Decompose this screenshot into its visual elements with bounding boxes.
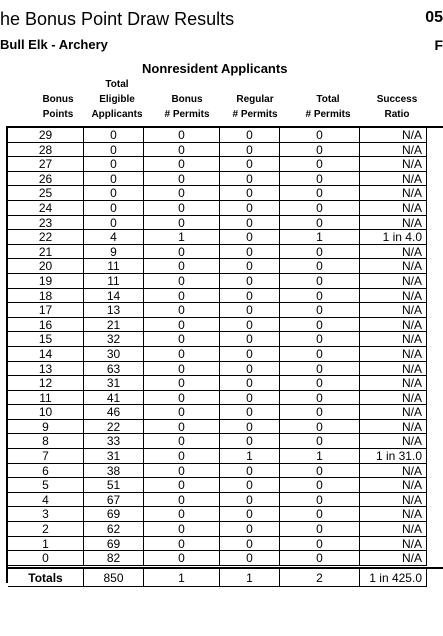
bonus-permits-cell: 0 — [144, 201, 220, 216]
total-permits-cell: 1 — [280, 449, 360, 464]
success-ratio-cell: N/A — [360, 347, 427, 362]
table-row — [8, 434, 443, 449]
regular-permits-cell: 0 — [220, 274, 280, 289]
bonus-permits-cell: 0 — [144, 289, 220, 304]
bonus-points-cell: 5 — [8, 478, 84, 493]
column-header-line: Total — [316, 94, 340, 105]
regular-permits-cell: 0 — [220, 376, 280, 391]
table-row — [8, 478, 443, 493]
success-ratio-cell: N/A — [360, 362, 427, 377]
table-row — [8, 157, 443, 172]
bonus-permits-cell: 0 — [144, 347, 220, 362]
bonus-points-cell: 24 — [8, 201, 84, 216]
eligible-applicants-cell: 21 — [84, 318, 144, 333]
regular-permits-cell: 0 — [220, 303, 280, 318]
eligible-applicants-cell: 0 — [84, 143, 144, 158]
success-ratio-cell: N/A — [360, 128, 427, 143]
total-permits-cell: 0 — [280, 405, 360, 420]
eligible-applicants-cell: 0 — [84, 157, 144, 172]
bonus-points-cell: 29 — [8, 128, 84, 143]
total-permits-cell: 0 — [280, 434, 360, 449]
regular-permits-cell: 0 — [220, 172, 280, 187]
table-row — [8, 216, 443, 231]
success-ratio-cell: N/A — [360, 318, 427, 333]
eligible-applicants-cell: 32 — [84, 332, 144, 347]
column-header-line: Ratio — [384, 109, 410, 120]
regular-permits-cell: 0 — [220, 391, 280, 406]
report-subtitle: Bull Elk - Archery — [0, 37, 108, 52]
column-header-eligible-applicants — [84, 77, 150, 122]
regular-permits-cell: 0 — [220, 230, 280, 245]
total-permits-cell: 0 — [280, 245, 360, 260]
bonus-points-cell: 12 — [8, 376, 84, 391]
bonus-permits-cell: 0 — [144, 449, 220, 464]
success-ratio-cell: N/A — [360, 434, 427, 449]
table-row — [8, 318, 443, 333]
success-ratio-cell: N/A — [360, 216, 427, 231]
bonus-permits-cell: 0 — [144, 186, 220, 201]
total-permits-cell: 0 — [280, 157, 360, 172]
bonus-permits-cell: 0 — [144, 493, 220, 508]
bonus-points-cell: 26 — [8, 172, 84, 187]
success-ratio-cell: N/A — [360, 478, 427, 493]
totals-bonus-permits-cell: 1 — [144, 569, 220, 587]
regular-permits-cell: 0 — [220, 507, 280, 522]
total-permits-cell: 0 — [280, 347, 360, 362]
eligible-applicants-cell: 38 — [84, 464, 144, 479]
table-row — [8, 449, 443, 464]
report-title: he Bonus Point Draw Results — [0, 9, 235, 29]
column-header-line: Success — [376, 94, 418, 105]
total-permits-cell: 0 — [280, 172, 360, 187]
regular-permits-cell: 0 — [220, 551, 280, 566]
total-permits-cell: 0 — [280, 362, 360, 377]
bonus-permits-cell: 0 — [144, 216, 220, 231]
table-row — [8, 230, 443, 245]
total-permits-cell: 0 — [280, 186, 360, 201]
bonus-points-cell: 20 — [8, 259, 84, 274]
success-ratio-cell: 1 in 31.0 — [360, 449, 427, 464]
eligible-applicants-cell: 51 — [84, 478, 144, 493]
bonus-points-cell: 16 — [8, 318, 84, 333]
bonus-points-cell: 25 — [8, 186, 84, 201]
table-row — [8, 464, 443, 479]
bonus-permits-cell: 0 — [144, 434, 220, 449]
bonus-points-cell: 8 — [8, 434, 84, 449]
bonus-permits-cell: 0 — [144, 507, 220, 522]
bonus-permits-cell: 0 — [144, 464, 220, 479]
eligible-applicants-cell: 82 — [84, 551, 144, 566]
table-row — [8, 362, 443, 377]
report-code: 05 — [425, 9, 443, 26]
total-permits-cell: 1 — [280, 230, 360, 245]
table-row — [8, 493, 443, 508]
regular-permits-cell: 1 — [220, 449, 280, 464]
table-row — [8, 522, 443, 537]
bonus-points-cell: 10 — [8, 405, 84, 420]
table-row — [8, 259, 443, 274]
total-permits-cell: 0 — [280, 507, 360, 522]
total-permits-cell: 0 — [280, 303, 360, 318]
column-header-line: # Permits — [164, 109, 210, 120]
table-row — [8, 289, 443, 304]
section-heading: Nonresident Applicants — [142, 61, 288, 76]
bonus-points-cell: 15 — [8, 332, 84, 347]
regular-permits-cell: 0 — [220, 143, 280, 158]
table-row — [8, 507, 443, 522]
total-permits-cell: 0 — [280, 537, 360, 552]
eligible-applicants-cell: 41 — [84, 391, 144, 406]
total-permits-cell: 0 — [280, 493, 360, 508]
table-row — [8, 245, 443, 260]
column-header-bonus-points — [38, 77, 78, 122]
success-ratio-cell: N/A — [360, 201, 427, 216]
table-row — [8, 128, 443, 143]
eligible-applicants-cell: 14 — [84, 289, 144, 304]
column-header-line — [156, 77, 218, 92]
total-permits-cell: 0 — [280, 289, 360, 304]
success-ratio-cell: N/A — [360, 376, 427, 391]
column-header-total-permits — [292, 77, 364, 122]
bonus-points-cell: 23 — [8, 216, 84, 231]
totals-eligible-applicants-cell: 850 — [84, 569, 144, 587]
column-header-line: Bonus — [42, 94, 74, 105]
table-row — [8, 186, 443, 201]
column-header-line: # Permits — [232, 109, 278, 120]
eligible-applicants-cell: 67 — [84, 493, 144, 508]
eligible-applicants-cell: 13 — [84, 303, 144, 318]
bonus-points-cell: 11 — [8, 391, 84, 406]
eligible-applicants-cell: 9 — [84, 245, 144, 260]
eligible-applicants-cell: 0 — [84, 201, 144, 216]
table-row — [8, 376, 443, 391]
column-header-line: Applicants — [91, 109, 143, 120]
regular-permits-cell: 0 — [220, 347, 280, 362]
total-permits-cell: 0 — [280, 128, 360, 143]
total-permits-cell: 0 — [280, 216, 360, 231]
table-row — [8, 551, 443, 566]
eligible-applicants-cell: 11 — [84, 274, 144, 289]
success-ratio-cell: N/A — [360, 186, 427, 201]
bonus-points-cell: 27 — [8, 157, 84, 172]
bonus-permits-cell: 1 — [144, 230, 220, 245]
table-row — [8, 420, 443, 435]
bonus-points-cell: 2 — [8, 522, 84, 537]
bonus-points-cell: 1 — [8, 537, 84, 552]
eligible-applicants-cell: 4 — [84, 230, 144, 245]
total-permits-cell: 0 — [280, 420, 360, 435]
column-header-success-ratio — [366, 77, 428, 122]
column-header-line — [366, 77, 428, 92]
bonus-permits-cell: 0 — [144, 157, 220, 172]
regular-permits-cell: 0 — [220, 362, 280, 377]
total-permits-cell: 0 — [280, 259, 360, 274]
bonus-permits-cell: 0 — [144, 522, 220, 537]
bonus-points-cell: 21 — [8, 245, 84, 260]
bonus-permits-cell: 0 — [144, 551, 220, 566]
success-ratio-cell: N/A — [360, 405, 427, 420]
success-ratio-cell: N/A — [360, 551, 427, 566]
eligible-applicants-cell: 63 — [84, 362, 144, 377]
regular-permits-cell: 0 — [220, 464, 280, 479]
table-row — [8, 303, 443, 318]
regular-permits-cell: 0 — [220, 318, 280, 333]
bonus-permits-cell: 0 — [144, 303, 220, 318]
totals-label: Totals — [8, 569, 84, 587]
regular-permits-cell: 0 — [220, 201, 280, 216]
total-permits-cell: 0 — [280, 332, 360, 347]
regular-permits-cell: 0 — [220, 128, 280, 143]
totals-total-permits-cell: 2 — [280, 569, 360, 587]
bonus-permits-cell: 0 — [144, 128, 220, 143]
eligible-applicants-cell: 0 — [84, 186, 144, 201]
totals-row — [8, 569, 443, 584]
bonus-points-cell: 13 — [8, 362, 84, 377]
regular-permits-cell: 0 — [220, 157, 280, 172]
regular-permits-cell: 0 — [220, 289, 280, 304]
bonus-permits-cell: 0 — [144, 318, 220, 333]
success-ratio-cell: N/A — [360, 507, 427, 522]
column-header-regular-permits — [224, 77, 286, 122]
bonus-permits-cell: 0 — [144, 537, 220, 552]
success-ratio-cell: N/A — [360, 332, 427, 347]
eligible-applicants-cell: 11 — [84, 259, 144, 274]
success-ratio-cell: 1 in 4.0 — [360, 230, 427, 245]
eligible-applicants-cell: 33 — [84, 434, 144, 449]
success-ratio-cell: N/A — [360, 245, 427, 260]
table-row — [8, 274, 443, 289]
bonus-points-cell: 3 — [8, 507, 84, 522]
eligible-applicants-cell: 30 — [84, 347, 144, 362]
column-header-bonus-permits — [156, 77, 218, 122]
regular-permits-cell: 0 — [220, 522, 280, 537]
report-corner-label: F — [434, 37, 443, 53]
bonus-points-cell: 6 — [8, 464, 84, 479]
eligible-applicants-cell: 46 — [84, 405, 144, 420]
table-row — [8, 391, 443, 406]
regular-permits-cell: 0 — [220, 186, 280, 201]
success-ratio-cell: N/A — [360, 157, 427, 172]
eligible-applicants-cell: 0 — [84, 128, 144, 143]
success-ratio-cell: N/A — [360, 493, 427, 508]
regular-permits-cell: 0 — [220, 493, 280, 508]
total-permits-cell: 0 — [280, 274, 360, 289]
success-ratio-cell: N/A — [360, 274, 427, 289]
eligible-applicants-cell: 22 — [84, 420, 144, 435]
table-row — [8, 405, 443, 420]
bonus-points-cell: 18 — [8, 289, 84, 304]
regular-permits-cell: 0 — [220, 216, 280, 231]
bonus-points-cell: 4 — [8, 493, 84, 508]
totals-success-ratio-cell: 1 in 425.0 — [360, 569, 427, 587]
success-ratio-cell: N/A — [360, 289, 427, 304]
column-header-line: # Permits — [305, 109, 351, 120]
table-row — [8, 332, 443, 347]
success-ratio-cell: N/A — [360, 143, 427, 158]
regular-permits-cell: 0 — [220, 405, 280, 420]
bonus-points-cell: 9 — [8, 420, 84, 435]
success-ratio-cell: N/A — [360, 259, 427, 274]
eligible-applicants-cell: 69 — [84, 537, 144, 552]
bonus-permits-cell: 0 — [144, 478, 220, 493]
bonus-points-cell: 14 — [8, 347, 84, 362]
bonus-permits-cell: 0 — [144, 391, 220, 406]
table-row — [8, 172, 443, 187]
total-permits-cell: 0 — [280, 522, 360, 537]
regular-permits-cell: 0 — [220, 259, 280, 274]
bonus-permits-cell: 0 — [144, 376, 220, 391]
regular-permits-cell: 0 — [220, 537, 280, 552]
total-permits-cell: 0 — [280, 551, 360, 566]
bonus-points-cell: 0 — [8, 551, 84, 566]
bonus-permits-cell: 0 — [144, 245, 220, 260]
success-ratio-cell: N/A — [360, 537, 427, 552]
eligible-applicants-cell: 31 — [84, 376, 144, 391]
total-permits-cell: 0 — [280, 143, 360, 158]
total-permits-cell: 0 — [280, 464, 360, 479]
table-row — [8, 347, 443, 362]
column-header-line: Points — [42, 109, 74, 120]
bonus-permits-cell: 0 — [144, 172, 220, 187]
bonus-permits-cell: 0 — [144, 332, 220, 347]
totals-regular-permits-cell: 1 — [220, 569, 280, 587]
column-header-line — [292, 77, 364, 92]
bonus-permits-cell: 0 — [144, 143, 220, 158]
success-ratio-cell: N/A — [360, 391, 427, 406]
total-permits-cell: 0 — [280, 201, 360, 216]
success-ratio-cell: N/A — [360, 420, 427, 435]
total-permits-cell: 0 — [280, 318, 360, 333]
success-ratio-cell: N/A — [360, 172, 427, 187]
table-row — [8, 143, 443, 158]
column-header-line: Eligible — [99, 94, 135, 105]
bonus-permits-cell: 0 — [144, 420, 220, 435]
column-header-line — [224, 77, 286, 92]
eligible-applicants-cell: 31 — [84, 449, 144, 464]
column-header-line: Bonus — [171, 94, 203, 105]
column-header-line: Regular — [236, 94, 274, 105]
regular-permits-cell: 0 — [220, 245, 280, 260]
column-header-line — [38, 77, 78, 92]
eligible-applicants-cell: 0 — [84, 216, 144, 231]
bonus-permits-cell: 0 — [144, 362, 220, 377]
success-ratio-cell: N/A — [360, 464, 427, 479]
regular-permits-cell: 0 — [220, 420, 280, 435]
bonus-points-cell: 17 — [8, 303, 84, 318]
eligible-applicants-cell: 62 — [84, 522, 144, 537]
bonus-permits-cell: 0 — [144, 274, 220, 289]
success-ratio-cell: N/A — [360, 303, 427, 318]
total-permits-cell: 0 — [280, 391, 360, 406]
eligible-applicants-cell: 0 — [84, 172, 144, 187]
regular-permits-cell: 0 — [220, 332, 280, 347]
bonus-points-cell: 7 — [8, 449, 84, 464]
bonus-points-cell: 28 — [8, 143, 84, 158]
draw-results-table — [6, 126, 443, 583]
total-permits-cell: 0 — [280, 478, 360, 493]
table-row — [8, 537, 443, 552]
total-permits-cell: 0 — [280, 376, 360, 391]
bonus-points-cell: 22 — [8, 230, 84, 245]
regular-permits-cell: 0 — [220, 434, 280, 449]
regular-permits-cell: 0 — [220, 478, 280, 493]
table-row — [8, 201, 443, 216]
eligible-applicants-cell: 69 — [84, 507, 144, 522]
success-ratio-cell: N/A — [360, 522, 427, 537]
column-header-line: Total — [105, 79, 129, 90]
bonus-points-cell: 19 — [8, 274, 84, 289]
bonus-permits-cell: 0 — [144, 259, 220, 274]
bonus-permits-cell: 0 — [144, 405, 220, 420]
